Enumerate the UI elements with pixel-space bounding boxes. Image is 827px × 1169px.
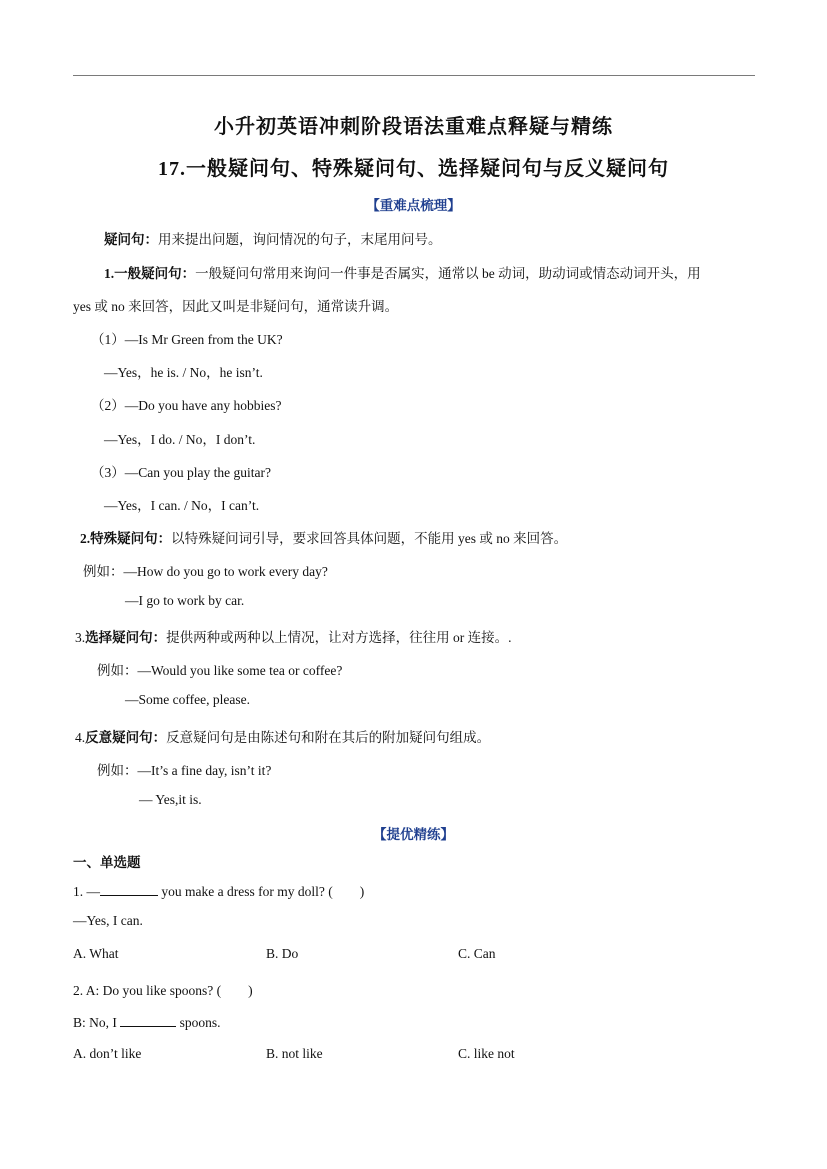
question-2-reply [73, 1013, 221, 1031]
choice-term: 选择疑问句： [85, 630, 167, 645]
example-answer: —Yes，I do. / No，I don’t. [104, 432, 256, 447]
header-rule [73, 75, 755, 76]
question-1-suffix: you make a dress for my doll? ( ) [158, 884, 365, 899]
question-2-reply-suffix: spoons. [176, 1015, 221, 1030]
choice-example-question: 例如：—Would you like some tea or coffee? [97, 663, 343, 678]
section-heading-practice: 【提优精练】 [373, 827, 454, 842]
example-answer: —Yes，he is. / No，he isn’t. [104, 365, 263, 380]
option-c: C. Can [458, 946, 496, 961]
intro-term: 疑问句： [104, 232, 158, 247]
special-example-answer: —I go to work by car. [125, 593, 245, 608]
section-heading-review: 【重难点梳理】 [366, 198, 461, 213]
question-1-reply: —Yes, I can. [73, 913, 143, 928]
part-heading: 一、单选题 [73, 855, 141, 870]
example-question: （2）—Do you have any hobbies? [91, 398, 282, 413]
question-1-prefix: 1. — [73, 884, 100, 899]
option-a: A. What [73, 946, 119, 961]
special-example-question: 例如：—How do you go to work every day? [83, 564, 328, 579]
option-a: A. don’t like [73, 1046, 142, 1061]
page-subtitle: 17.一般疑问句、特殊疑问句、选择疑问句与反义疑问句 [158, 158, 669, 180]
option-b: B. not like [266, 1046, 323, 1061]
special-text: 以特殊疑问词引导，要求回答具体问题，不能用 yes 或 no 来回答。 [171, 531, 568, 546]
question-1 [73, 880, 364, 900]
example-question: （1）—Is Mr Green from the UK? [91, 332, 283, 347]
general-question-paragraph [104, 262, 701, 282]
general-term: 1.一般疑问句： [104, 266, 196, 281]
example-question: （3）—Can you play the guitar? [91, 465, 271, 480]
question-2: 2. A: Do you like spoons? ( ) [73, 983, 253, 998]
intro-paragraph [104, 228, 442, 248]
example-answer: —Yes，I can. / No，I can’t. [104, 498, 260, 513]
choice-question-paragraph [75, 626, 512, 646]
answer-blank[interactable] [100, 882, 158, 896]
choice-num: 3. [75, 630, 86, 645]
choice-text: 提供两种或两种以上情况，让对方选择，往往用 or 连接。. [166, 630, 512, 645]
tag-text: 反意疑问句是由陈述句和附在其后的附加疑问句组成。 [166, 730, 491, 745]
tag-example-question: 例如：—It’s a fine day, isn’t it? [97, 763, 272, 778]
option-b: B. Do [266, 946, 299, 961]
tag-question-paragraph [75, 726, 490, 746]
special-term: 2.特殊疑问句： [80, 531, 172, 546]
general-text-1: 一般疑问句常用来询问一件事是否属实，通常以 be 动词，助动词或情态动词开头，用 [195, 266, 701, 281]
choice-example-answer: —Some coffee, please. [125, 692, 250, 707]
tag-term: 反意疑问句： [85, 730, 167, 745]
tag-example-answer: — Yes,it is. [139, 792, 202, 807]
page-title: 小升初英语冲刺阶段语法重难点释疑与精练 [214, 116, 613, 138]
intro-text: 用来提出问题，询问情况的句子，末尾用问号。 [158, 232, 442, 247]
general-text-2: yes 或 no 来回答，因此又叫是非疑问句，通常读升调。 [73, 299, 399, 314]
option-c: C. like not [458, 1046, 515, 1061]
special-question-paragraph [80, 527, 567, 547]
question-2-reply-prefix: B: No, I [73, 1015, 121, 1030]
tag-num: 4. [75, 730, 86, 745]
answer-blank[interactable] [120, 1013, 176, 1027]
